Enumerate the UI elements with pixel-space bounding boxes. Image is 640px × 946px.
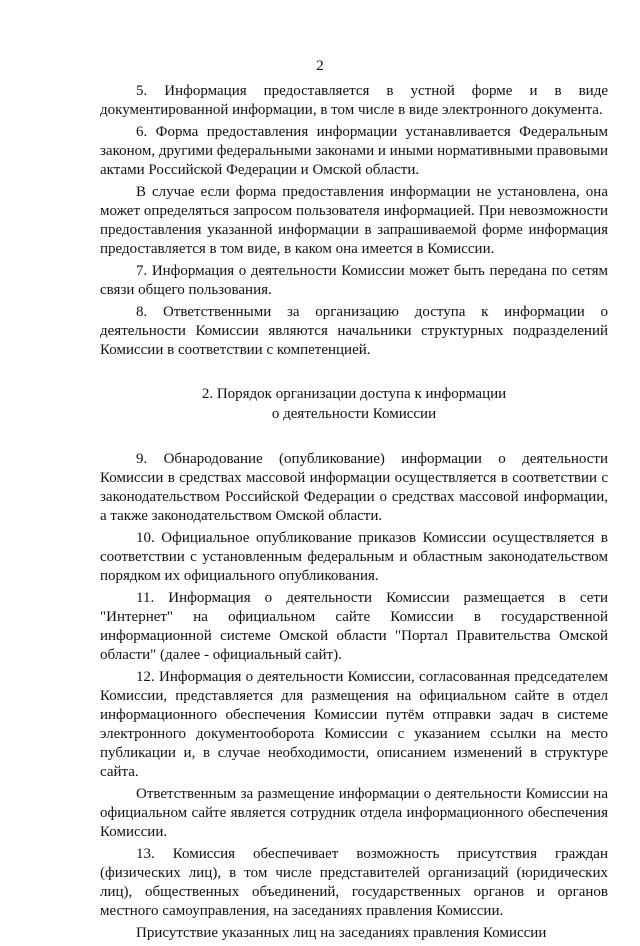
paragraph-7: 7. Информация о деятельности Комиссии может быть передана по сетям связи общего пользования. (100, 263, 608, 298)
paragraph-12: 12. Информация о деятельности Комиссии, согласованная председателем Комиссии, представляется для размещения на официальном сайте в отдел информационного обеспечения Комиссии путём отправки задач в системе электронного документооборота Комиссии с указанием ссылки на место публикации и, в случае необходимости, описанием изменений в структуре сайта. (100, 669, 608, 780)
section-heading-line-1: 2. Порядок организации доступа к информации (201, 386, 507, 402)
section-heading (100, 384, 608, 424)
paragraph-5: 5. Информация предоставляется в устной форме и в виде документированной информации, в том числе в виде электронного документа. (100, 83, 608, 118)
paragraph-13-continuation: Присутствие указанных лиц на заседаниях правления Комиссии (136, 925, 547, 941)
paragraph-6: 6. Форма предоставления информации устанавливается Федеральным законом, другими федеральными законами и иными нормативными правовыми актами Российской Федерации и Омской области. (100, 124, 608, 178)
paragraph-9: 9. Обнародование (опубликование) информации о деятельности Комиссии в средствах массовой информации осуществляется в соответствии с законодательством Российской Федерации о средствах массовой информации, а также законодательством Омской области. (100, 451, 608, 524)
section-heading-line-2: о деятельности Комиссии (271, 406, 437, 422)
paragraph-11: 11. Информация о деятельности Комиссии размещается в сети "Интернет" на официальном сайте Комиссии в государственной информационной системе Омской области "Портал Правительства Омской области" (далее - официальный сайт). (100, 590, 608, 663)
paragraph-8: 8. Ответственными за организацию доступа к информации о деятельности Комиссии являются начальники структурных подразделений Комиссии в соответствии с компетенцией. (100, 304, 608, 358)
paragraph-13: 13. Комиссия обеспечивает возможность присутствия граждан (физических лиц), в том числе представителей организаций (юридических лиц), общественных объединений, государственных органов и органов местного самоуправления, на заседаниях правления Комиссии. (100, 846, 608, 919)
page-number: 2 (316, 58, 324, 74)
paragraph-6-continuation: В случае если форма предоставления информации не установлена, она может определяться запросом пользователя информацией. При невозможности предоставления указанной информации в запрашиваемой форме информация предоставляется в том виде, в каком она имеется в Комиссии. (100, 184, 608, 257)
paragraph-12-continuation: Ответственным за размещение информации о деятельности Комиссии на официальном сайте является сотрудник отдела информационного обеспечения Комиссии. (100, 786, 608, 840)
paragraph-10: 10. Официальное опубликование приказов Комиссии осуществляется в соответствии с установленным федеральным и областным законодательством порядком их официального опубликования. (100, 530, 608, 584)
document-body (100, 82, 608, 946)
